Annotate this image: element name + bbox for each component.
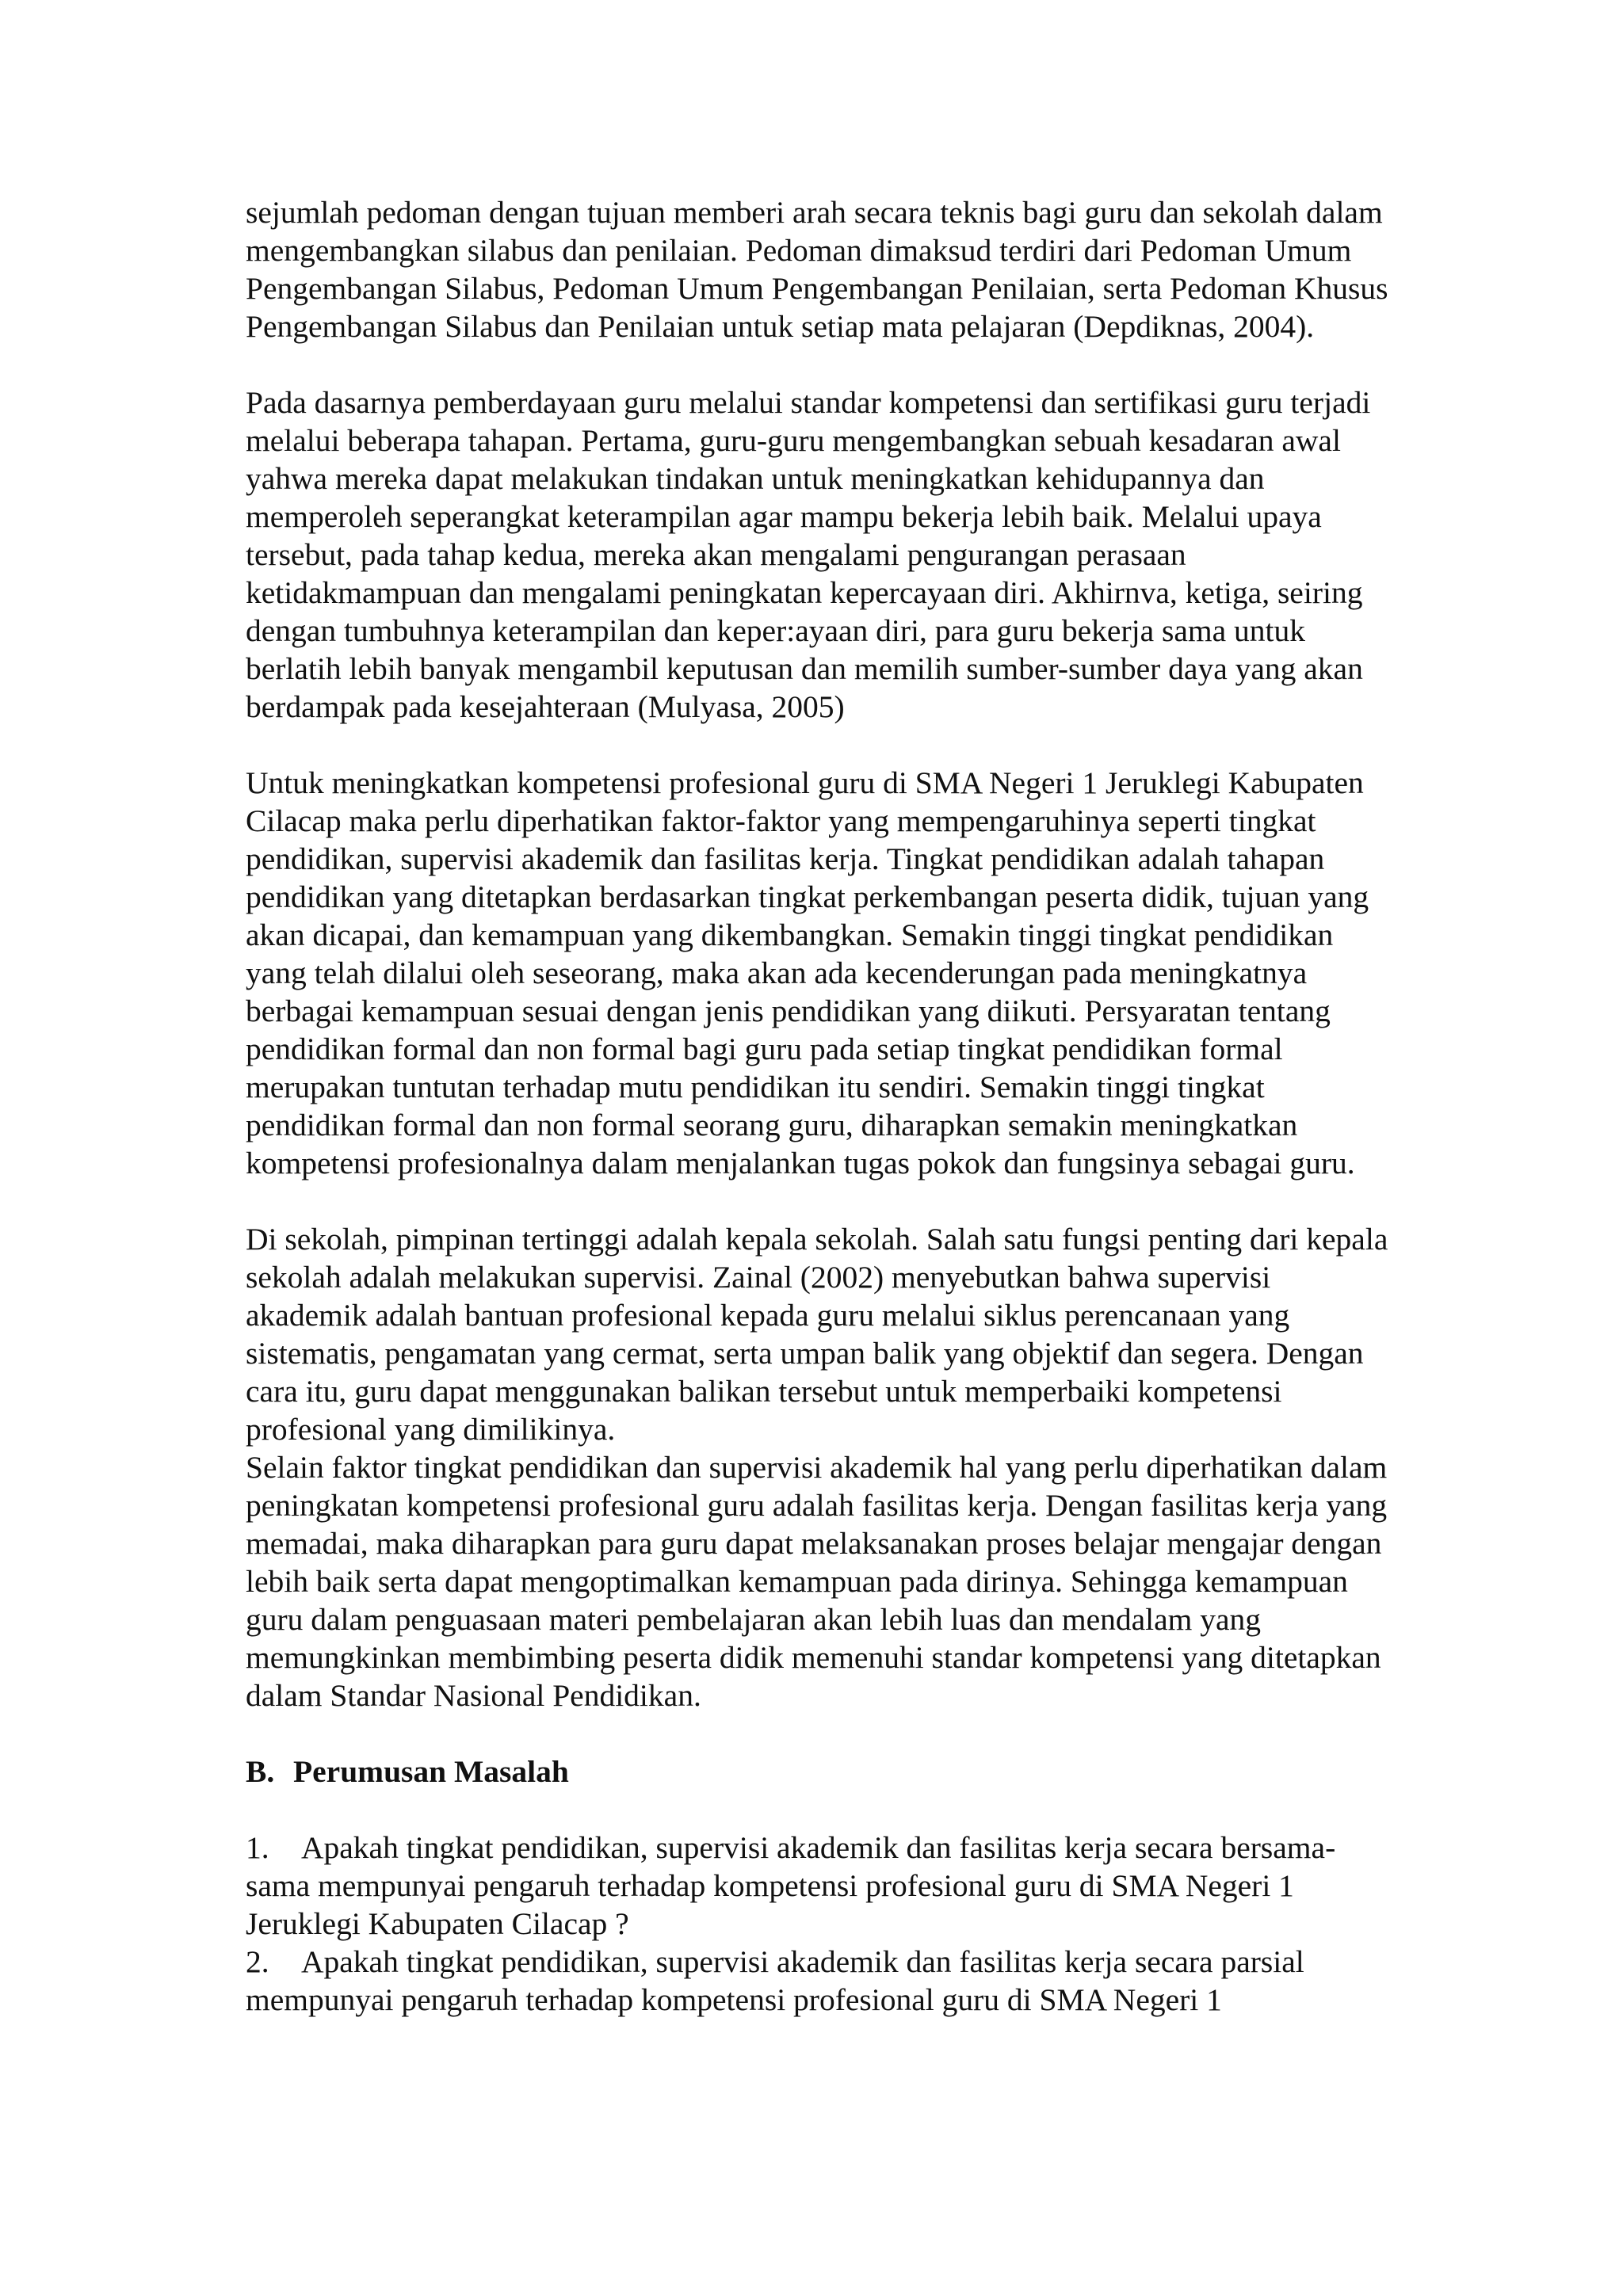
paragraph-gap bbox=[246, 1182, 1395, 1220]
paragraph-pemberdayaan: Pada dasarnya pemberdayaan guru melalui standar kompetensi dan sertifikasi guru terjadi melalui beberapa tahapan. Pertama, guru-guru mengembangkan sebuah kesadaran awal yahwa mereka dapat melakukan tindakan untuk meningkatkan kehidupannya dan memperoleh seperangkat keterampilan agar mampu bekerja lebih baik. Melalui upaya tersebut, pada tahap kedua, mereka akan mengalami pengurangan perasaan ketidakmampuan dan mengalami peningkatan kepercayaan diri. Akhirnva, ketiga, seiring dengan tumbuhnya keterampilan dan keper:ayaan diri, para guru bekerja sama untuk berlatih lebih banyak mengambil keputusan dan memilih sumber-sumber daya yang akan berdampak pada kesejahteraan (Mulyasa, 2005) bbox=[246, 385, 1371, 724]
paragraph-gap bbox=[246, 1714, 1395, 1753]
question-item bbox=[246, 1829, 1395, 1943]
paragraph-kompetensi: Untuk meningkatkan kompetensi profesional guru di SMA Negeri 1 Jeruklegi Kabupaten Cilacap maka perlu diperhatikan faktor-faktor yang mempengaruhinya seperti tingkat pendidikan, supervisi akademik dan fasilitas kerja. Tingkat pendidikan adalah tahapan pendidikan yang ditetapkan berdasarkan tingkat perkembangan peserta didik, tujuan yang akan dicapai, dan kemampuan yang dikembangkan. Semakin tinggi tingkat pendidikan yang telah dilalui oleh seseorang, maka akan ada kecenderungan pada meningkatnya berbagai kemampuan sesuai dengan jenis pendidikan yang diikuti. Persyaratan tentang pendidikan formal dan non formal bagi guru pada setiap tingkat pendidikan formal merupakan tuntutan terhadap mutu pendidikan itu sendiri. Semakin tinggi tingkat pendidikan formal dan non formal seorang guru, diharapkan semakin meningkatkan kompetensi profesionalnya dalam menjalankan tugas pokok dan fungsinya sebagai guru. bbox=[246, 765, 1369, 1180]
paragraph-supervisi: Di sekolah, pimpinan tertinggi adalah kepala sekolah. Salah satu fungsi penting dari kepala sekolah adalah melakukan supervisi. Zainal (2002) menyebutkan bahwa supervisi akademik adalah bantuan profesional kepada guru melalui siklus perencanaan yang sistematis, pengamatan yang cermat, serta umpan balik yang objektif dan segera. Dengan cara itu, guru dapat menggunakan balikan tersebut untuk memperbaiki kompetensi profesional yang dimilikinya. bbox=[246, 1222, 1388, 1447]
section-title: Perumusan Masalah bbox=[293, 1754, 569, 1789]
paragraph-fasilitas: Selain faktor tingkat pendidikan dan supervisi akademik hal yang perlu diperhatikan dalam peningkatan kompetensi profesional guru adalah fasilitas kerja. Dengan fasilitas kerja yang memadai, maka diharapkan para guru dapat melaksanakan proses belajar mengajar dengan lebih baik serta dapat mengoptimalkan kemampuan pada dirinya. Sehingga kemampuan guru dalam penguasaan materi pembelajaran akan lebih luas dan mendalam yang memungkinkan membimbing peserta didik memenuhi standar kompetensi yang ditetapkan dalam Standar Nasional Pendidikan. bbox=[246, 1450, 1388, 1713]
paragraph-gap bbox=[246, 345, 1395, 383]
question-item bbox=[246, 1943, 1395, 2019]
paragraph-gap bbox=[246, 726, 1395, 764]
question-text: Apakah tingkat pendidikan, supervisi akademik dan fasilitas kerja secara bersama-sama mempunyai pengaruh terhadap kompetensi profesional guru di SMA Negeri 1 Jeruklegi Kabupaten Cilacap ? bbox=[246, 1830, 1336, 1941]
paragraph-pedoman: sejumlah pedoman dengan tujuan memberi arah secara teknis bagi guru dan sekolah dalam mengembangkan silabus dan penilaian. Pedoman dimaksud terdiri dari Pedoman Umum Pengembangan Silabus, Pedoman Umum Pengembangan Penilaian, serta Pedoman Khusus Pengembangan Silabus dan Penilaian untuk setiap mata pelajaran (Depdiknas, 2004). bbox=[246, 195, 1388, 344]
question-text: Apakah tingkat pendidikan, supervisi akademik dan fasilitas kerja secara parsial mempunyai pengaruh terhadap kompetensi profesional guru di SMA Negeri 1 bbox=[246, 1944, 1304, 2017]
section-number: B. bbox=[246, 1754, 275, 1789]
paragraph-gap bbox=[246, 1791, 1395, 1829]
question-number: 2. bbox=[246, 1944, 269, 1979]
section-heading bbox=[246, 1753, 1395, 1791]
document-page bbox=[246, 193, 1395, 2019]
question-number: 1. bbox=[246, 1830, 269, 1865]
